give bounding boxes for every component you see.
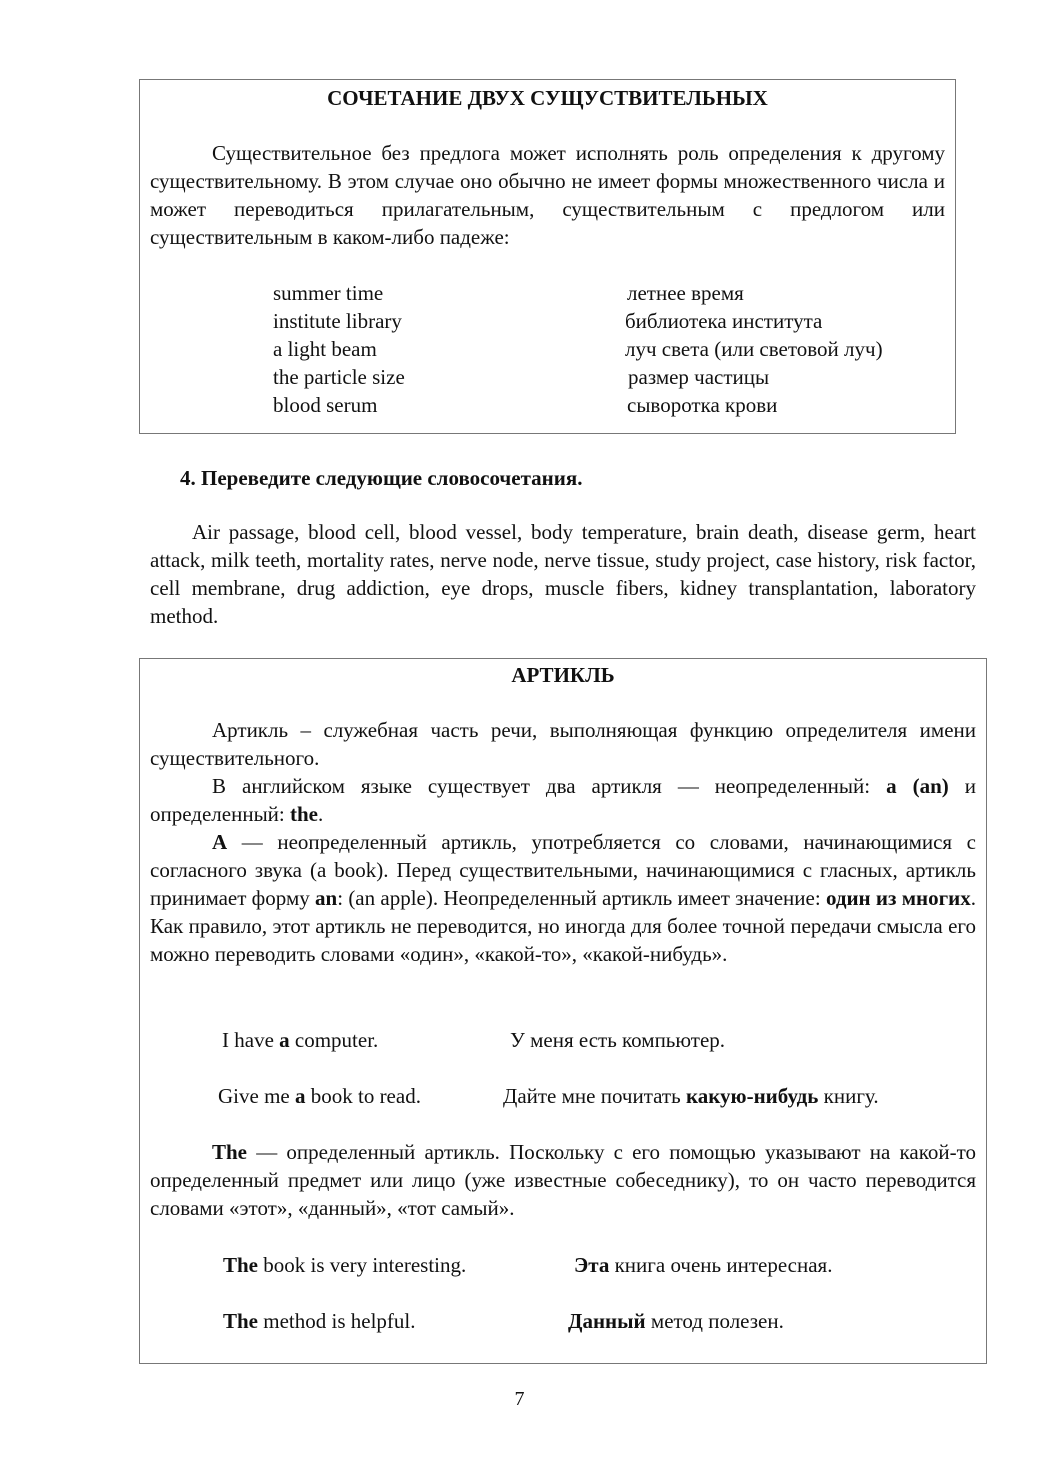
example-en: a light beam <box>273 337 377 361</box>
example-ru: луч света (или световой луч) <box>625 337 883 361</box>
example-ru: сыворотка крови <box>627 393 778 417</box>
article-paragraph-4: The — определенный артикль. Поскольку с его помощью указывают на какой-то определенный предмет или лицо (уже известные собеседнику), то он часто переводится словами «этот», «данный», «тот самый». <box>150 1140 976 1220</box>
example-en: The method is helpful. <box>223 1309 416 1333</box>
example-ru: Данный метод полезен. <box>568 1309 784 1333</box>
noun-combination-title: СОЧЕТАНИЕ ДВУХ СУЩУСТВИТЕЛЬНЫХ <box>327 86 768 110</box>
example-ru: Дайте мне почитать какую-нибудь книгу. <box>503 1084 879 1108</box>
noun-combination-box <box>139 79 956 434</box>
example-en: I have a computer. <box>222 1028 379 1052</box>
noun-combination-paragraph: Существительное без предлога может исполнять роль определения к другому существительному. В этом случае оно обычно не имеет формы множественного числа и может переводиться прилагательным, существительным с предлогом или существительным в каком-либо падеже: <box>150 141 945 249</box>
article-paragraph-3: A — неопределенный артикль, употребляется со словами, начинающимися с согласного звука (a book). Перед существительными, начинающимися с гласных, артикль принимает форму an: (an apple). Неопределенный артикль имеет значение: один из многих. Как правило, этот артикль не переводится, но иногда для более точной передачи смысла его можно переводить словами «один», «какой-то», «какой-нибудь». <box>150 830 977 966</box>
article-paragraph-1: Артикль – служебная часть речи, выполняющая функцию определителя имени существительного. <box>150 718 976 770</box>
example-ru: У меня есть компьютер. <box>510 1028 726 1052</box>
example-ru: Эта книга очень интересная. <box>574 1253 833 1277</box>
example-en: the particle size <box>273 365 405 389</box>
article-box <box>139 658 987 1364</box>
page-number: 7 <box>514 1388 525 1410</box>
example-en: The book is very interesting. <box>223 1253 467 1277</box>
example-ru: летнее время <box>627 281 744 305</box>
task-text: Air passage, blood cell, blood vessel, body temperature, brain death, disease germ, heart attack, milk teeth, mortality rates, nerve node, nerve tissue, study project, case history, risk factor, cell membrane, drug addiction, eye drops, muscle fibers, kidney transplantation, laboratory method. <box>150 520 976 628</box>
task-heading: 4. Переведите следующие словосочетания. <box>180 466 583 490</box>
article-title: АРТИКЛЬ <box>511 663 615 687</box>
example-en: Give me a book to read. <box>218 1084 421 1108</box>
example-ru: библиотека института <box>625 309 823 333</box>
example-en: summer time <box>273 281 384 305</box>
article-paragraph-2: В английском языке существует два артикля — неопределенный: a (an) и определенный: the. <box>150 774 976 826</box>
example-ru: размер частицы <box>628 365 770 389</box>
example-en: institute library <box>273 309 402 333</box>
example-en: blood serum <box>273 393 378 417</box>
